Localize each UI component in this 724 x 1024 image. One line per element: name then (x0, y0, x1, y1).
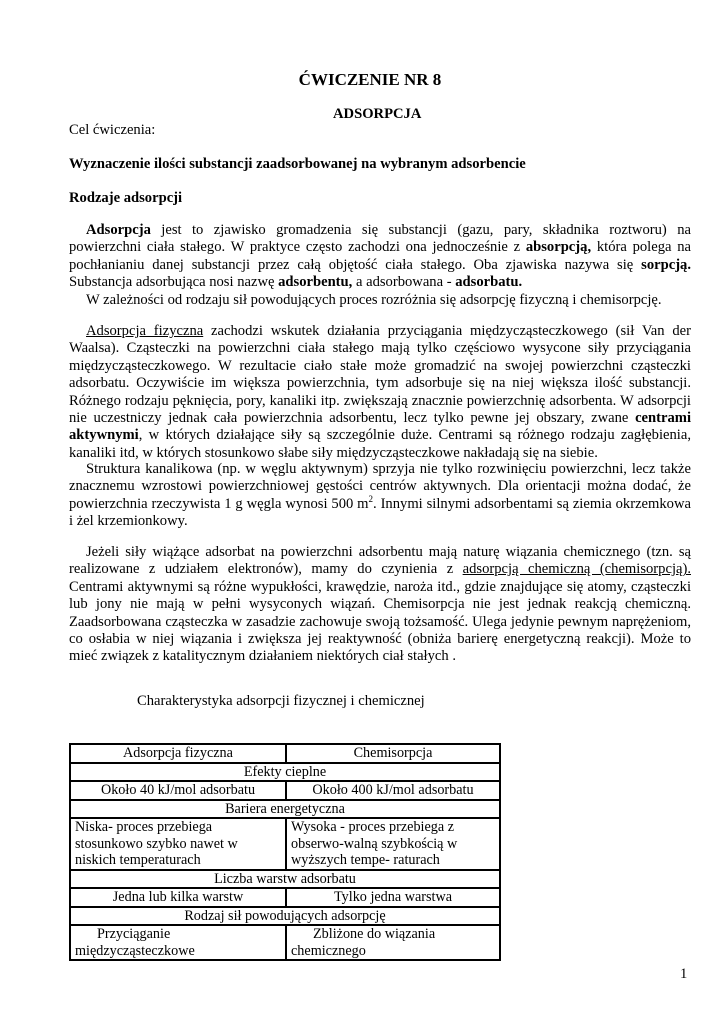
table-row (70, 818, 500, 870)
table-header-cell: Adsorpcja fizyczna (70, 744, 286, 763)
table-cell: Wysoka - proces przebiega z obserwo-walną szybkością w wyższych tempe- raturach (286, 818, 500, 870)
table-section-row (70, 870, 500, 889)
goal-text: Wyznaczenie ilości substancji zaadsorbowanej na wybranym adsorbencie (69, 156, 526, 172)
table-row (70, 781, 500, 800)
paragraph-chemisorption: Jeżeli siły wiążące adsorbat na powierzchni adsorbentu mają naturę wiązania chemicznego (tzn. są realizowane z udziałem elektronów), mamy do czynienia z adsorpcją chemiczną (chemisorpcją). Centrami aktywnymi są różne wypukłości, krawędzie, naroża itd., gdzie znajdujące się atomy, cząsteczki lub jony nie mają w pełni wysyconych wiązań. Chemisorpcja nie jest jednak reakcją chemiczną. Zaadsorbowana cząsteczka w zasadzie zachowuje swoją tożsamość. Ulega jedynie pewnym naprężeniom, co osłabia w niej wiązania i zwiększa jej reaktywność (obniża barierę energetyczną reakcji). Może to mieć związek z katalitycznym działaniem niektórych ciał stałych . (69, 544, 691, 665)
table-row (70, 888, 500, 907)
table-cell: Niska- proces przebiega stosunkowo szybko nawet w niskich temperaturach (70, 818, 286, 870)
table-section-heading: Liczba warstw adsorbatu (70, 870, 500, 889)
table-section-row (70, 907, 500, 926)
goal-label: Cel ćwiczenia: (69, 122, 156, 138)
paragraph-adsorption-definition: Adsorpcja jest to zjawisko gromadzenia się substancji (gazu, pary, składnika roztworu) na powierzchni ciała stałego. W praktyce często zachodzi ona jednocześnie z absorpcją, która polega na pochłanianiu danej substancji przez całą objętość ciała stałego. Oba zjawiska nazywa się sorpcją. Substancja adsorbująca nosi nazwę adsorbentu, a adsorbowana - adsorbatu. W zależności od rodzaju sił powodujących proces rozróżnia się adsorpcję fizyczną i chemisorpcję. (69, 222, 692, 308)
section-heading: Rodzaje adsorpcji (69, 190, 183, 206)
table-cell: Około 40 kJ/mol adsorbatu (70, 781, 286, 800)
table-caption: Charakterystyka adsorpcji fizycznej i chemicznej (137, 693, 425, 709)
subtitle: ADSORPCJA (333, 106, 422, 122)
page-title: ĆWICZENIE NR 8 (298, 70, 442, 89)
table-section-heading: Efekty cieplne (70, 763, 500, 782)
table-cell: Zbliżone do wiązania chemicznego (286, 925, 500, 960)
table-section-heading: Bariera energetyczna (70, 800, 500, 819)
table-section-row (70, 763, 500, 782)
comparison-table (69, 743, 501, 961)
table-row (70, 925, 500, 960)
table-header-cell: Chemisorpcja (286, 744, 500, 763)
table-section-row (70, 800, 500, 819)
paragraph-physical-adsorption: Adsorpcja fizyczna zachodzi wskutek działania przyciągania międzycząsteczkowego (sił Van der Waalsa). Cząsteczki na powierzchni ciała stałego mają tylko częściowo wysycone siły przyciągania międzycząsteczkowego. W rezultacie ciało stałe może gromadzić na swojej powierzchni cząsteczki adsorbatu. Oczywiście im większa powierzchnia, tym adsorbuje się na niej większa ilość substancji. Różnego rodzaju pęknięcia, pory, kanaliki itp. zwiększają znacznie powierzchnię adsorbenta. W adsorpcji nie uczestniczy jednak cała powierzchnia adsorbentu, lecz tylko pewne jej obszary, zwane centrami aktywnymi, w których działające siły są szczególnie duże. Centrami są różnego rodzaju zagłębienia, kanaliki itd, w których stosunkowo słabe siły międzycząsteczkowe nakładają się na siebie. (69, 323, 692, 461)
table-cell: Tylko jedna warstwa (286, 888, 500, 907)
table-cell: Około 400 kJ/mol adsorbatu (286, 781, 500, 800)
paragraph-channel-structure: Struktura kanalikowa (np. w węglu aktywnym) sprzyja nie tylko rozwinięciu powierzchni, lecz także znacznemu wzrostowi powierzchniowej gęstości centrów aktywnych. Dla orientacji można dodać, że powierzchnia rzeczywista 1 g węgla wynosi 500 $m^2$. Innymi silnymi adsorbentami są ziemia okrzemkowa i żel krzemionkowy. (69, 461, 691, 530)
table-cell: Przyciąganie międzycząsteczkowe (70, 925, 286, 960)
table-cell: Jedna lub kilka warstw (70, 888, 286, 907)
table-header-row (70, 744, 500, 763)
page-number: 1 (680, 966, 688, 982)
table-section-heading: Rodzaj sił powodujących adsorpcję (70, 907, 500, 926)
